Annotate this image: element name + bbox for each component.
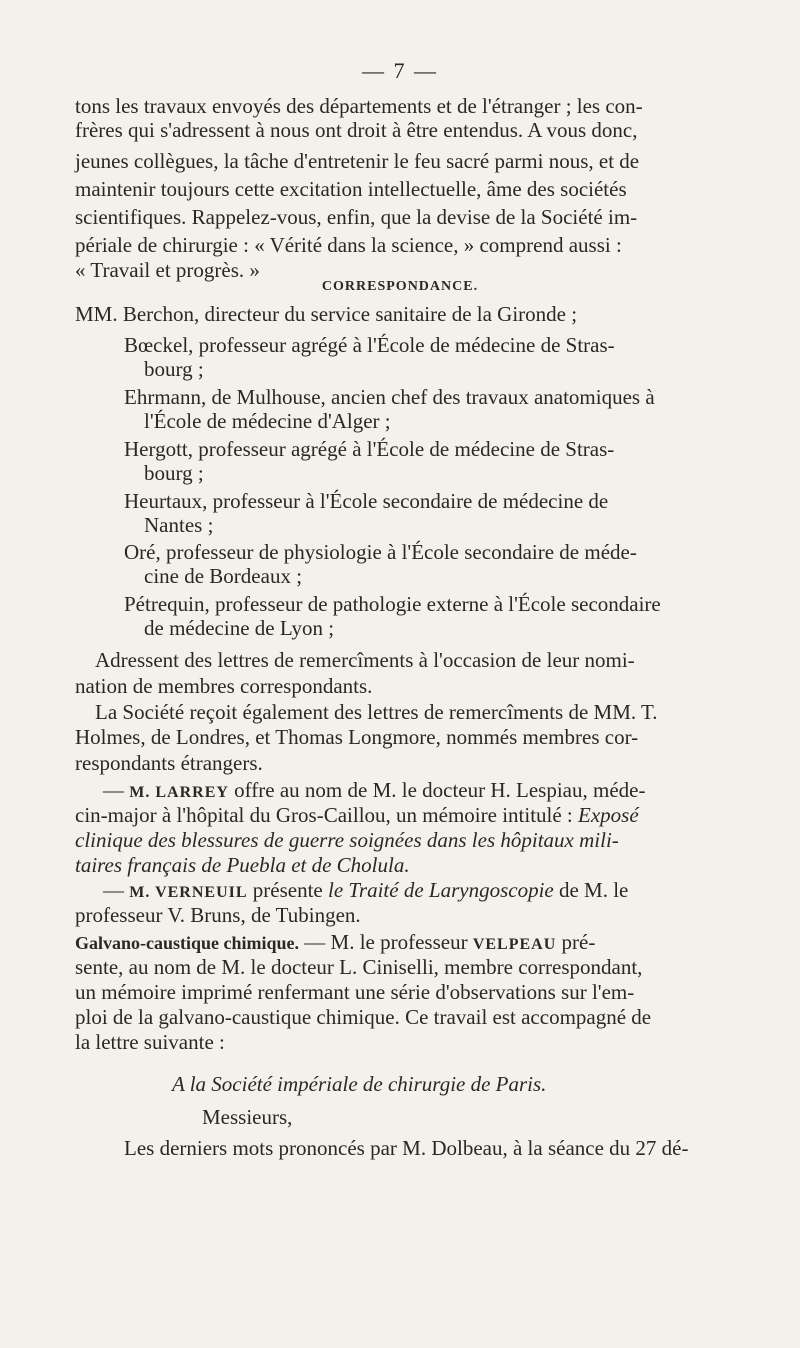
body-line: Holmes, de Londres, et Thomas Longmore, nommés membres cor- [75,725,639,749]
page-number: — 7 — [362,58,438,83]
work-title: Exposé [578,803,639,827]
body-line: Adressent des lettres de remercîments à l'occasion de leur nomi- [95,648,635,672]
correspondent-entry: bourg ; [144,461,204,485]
speaker-name: VELPEAU [472,936,557,953]
speaker-name: M. LARREY [129,784,229,801]
body-line: tons les travaux envoyés des départements et de l'étranger ; les con- [75,94,643,118]
correspondent-entry: cine de Bordeaux ; [144,564,303,588]
correspondent-entry: de médecine de Lyon ; [144,616,335,640]
galvano-line-1: Galvano-caustique chimique. — M. le professeur VELPEAU pré- [75,930,596,954]
body-line: jeunes collègues, la tâche d'entretenir le feu sacré parmi nous, et de [75,149,640,173]
correspondent-entry: l'École de médecine d'Alger ; [144,409,391,433]
body-line: périale de chirurgie : « Vérité dans la science, » comprend aussi : [75,233,622,257]
larrey-line-1: — M. LARREY offre au nom de M. le docteur H. Lespiau, méde- [103,778,646,802]
section-heading: CORRESPONDANCE. [321,279,479,294]
body-line: scientifiques. Rappelez-vous, enfin, que la devise de la Société im- [75,205,638,229]
dash: — [103,778,124,802]
body-line: La Société reçoit également des lettres de remercîments de MM. T. [95,700,658,724]
correspondent-entry: bourg ; [144,357,204,381]
verneuil-line-2: professeur V. Bruns, de Tubingen. [75,903,361,927]
body-line: respondants étrangers. [75,751,263,775]
section-title: Galvano-caustique chimique. [75,933,300,953]
correspondent-entry: Pétrequin, professeur de pathologie externe à l'École secondaire [124,592,661,616]
letter-address: A la Société impériale de chirurgie de Paris. [172,1072,547,1096]
correspondent-entry: Ehrmann, de Mulhouse, ancien chef des travaux anatomiques à [124,385,655,409]
body-line: sente, au nom de M. le docteur L. Ciniselli, membre correspondant, [75,955,643,979]
larrey-line-4: taires français de Puebla et de Cholula. [75,853,410,877]
work-title: le Traité de Laryngoscopie [328,878,554,902]
letter-first-line: Les derniers mots prononcés par M. Dolbeau, à la séance du 27 dé- [124,1136,689,1160]
body-line: « Travail et progrès. » [75,258,260,282]
larrey-line-3: clinique des blessures de guerre soignées dans les hôpitaux mili- [75,828,619,852]
body-line: la lettre suivante : [75,1030,225,1054]
correspondent-entry: Nantes ; [144,513,214,537]
letter-salutation: Messieurs, [202,1105,293,1129]
correspondent-entry: Oré, professeur de physiologie à l'École secondaire de méde- [124,540,637,564]
speaker-name: M. VERNEUIL [129,884,248,901]
body-line: ploi de la galvano-caustique chimique. Ce travail est accompagné de [75,1005,652,1029]
larrey-line-2: cin-major à l'hôpital du Gros-Caillou, un mémoire intitulé : Exposé [75,803,639,827]
correspondent-entry: Hergott, professeur agrégé à l'École de médecine de Stras- [124,437,615,461]
correspondent-entry: Bœckel, professeur agrégé à l'École de médecine de Stras- [124,333,615,357]
body-line: frères qui s'adressent à nous ont droit à être entendus. A vous donc, [75,118,638,142]
body-line: maintenir toujours cette excitation intellectuelle, âme des sociétés [75,177,627,201]
correspondent-entry: Heurtaux, professeur à l'École secondaire de médecine de [124,489,609,513]
body-line: nation de membres correspondants. [75,674,373,698]
verneuil-line-1: — M. VERNEUIL présente le Traité de Laryngoscopie de M. le [103,878,629,902]
body-line: un mémoire imprimé renfermant une série d'observations sur l'em- [75,980,635,1004]
dash: — [103,878,124,902]
correspondent-entry: MM. Berchon, directeur du service sanitaire de la Gironde ; [75,302,578,326]
